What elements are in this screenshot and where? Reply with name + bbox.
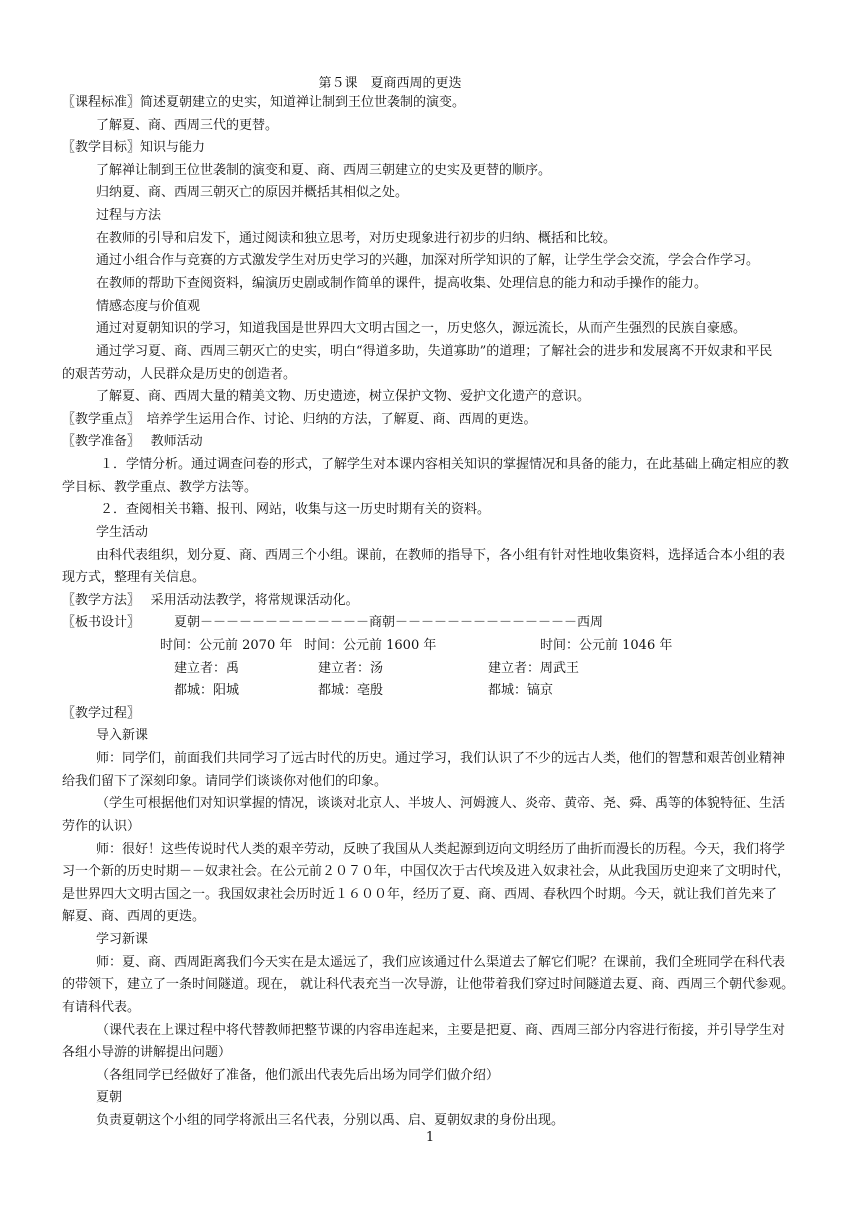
board-capital-zhou: 都城：镐京 (488, 683, 554, 698)
board-time-shang: 时间：公元前 1600 年 (304, 638, 437, 653)
board-capital-xia: 都城：阳城 (174, 683, 240, 698)
text-line: 了解禅让制到王位世袭制的演变和夏、商、西周三朝建立的史实及更替的顺序。 (96, 163, 552, 178)
text-line: 过程与方法 (96, 208, 162, 223)
page-number: 1 (425, 1130, 435, 1145)
text-line: （学生可根据他们对知识掌握的情况，谈谈对北京人、半坡人、河姆渡人、炎帝、黄帝、尧、舜、禹等的体貌特征、生活 (96, 796, 786, 811)
text-line: 〖教学目标〗知识与能力 (62, 140, 206, 155)
text-line: 〖教学过程〗 (62, 706, 141, 721)
text-line: 导入新课 (96, 728, 149, 743)
board-founder-xia: 建立者：禹 (174, 661, 240, 676)
page-title: 第５课 夏商西周的更迭 (318, 76, 462, 91)
text-line: 的带领下，建立了一条时间隧道。现在， 就让科代表充当一次导游，让他带着我们穿过时间隧道去夏、商、西周三个朝代参观。 (62, 977, 795, 992)
text-line: 在教师的帮助下查阅资料，编演历史剧或制作简单的课件，提高收集、处理信息的能力和动手操作的能力。 (96, 276, 708, 291)
text-line: 〖教学重点〗 培养学生运用合作、讨论、归纳的方法，了解夏、商、西周的更迭。 (62, 412, 537, 427)
text-line: 学生活动 (96, 525, 149, 540)
board-dynasty-line: 夏朝－－－－－－－－－－－－－商朝－－－－－－－－－－－－－－西周 (174, 615, 604, 630)
text-line: 师：同学们，前面我们共同学习了远古时代的历史。通过学习，我们认识了不少的远古人类，他们的智慧和艰苦创业精神 (96, 751, 786, 766)
text-line: 有请科代表。 (62, 1000, 141, 1015)
text-line: 情感态度与价值观 (96, 299, 201, 314)
text-line: 学目标、教学重点、教学方法等。 (62, 480, 258, 495)
text-line: 给我们留下了深刻印象。请同学们谈谈你对他们的印象。 (62, 774, 388, 789)
text-line: 习一个新的历史时期－－奴隶社会。在公元前２０７０年，中国仅次于古代埃及进入奴隶社会，从此我国历史迎来了文明时代， (62, 864, 791, 879)
text-line: 的艰苦劳动，人民群众是历史的创造者。 (62, 367, 297, 382)
board-label: 〖板书设计〗 (62, 615, 141, 630)
text-line: 通过小组合作与竞赛的方式激发学生对历史学习的兴趣，加深对所学知识的了解，让学生学会交流，学会合作学习。 (96, 253, 760, 268)
text-line: 〖教学准备〗 教师活动 (62, 434, 203, 449)
text-line: 由科代表组织，划分夏、商、西周三个小组。课前，在教师的指导下，各小组有针对性地收集资料，选择适合本小组的表 (96, 548, 786, 563)
board-founder-zhou: 建立者：周武王 (488, 661, 580, 676)
text-line: 负责夏朝这个小组的同学将派出三名代表，分别以禹、启、夏朝奴隶的身份出现。 (96, 1113, 565, 1128)
board-time-zhou: 时间：公元前 1046 年 (540, 638, 673, 653)
text-line: （课代表在上课过程中将代替教师把整节课的内容串连起来，主要是把夏、商、西周三部分内容进行衔接，并引导学生对 (96, 1023, 786, 1038)
text-line: 通过学习夏、商、西周三朝灭亡的史实，明白“得道多助，失道寡助”的道理；了解社会的进步和发展离不开奴隶和平民 (96, 344, 773, 359)
text-line: 现方式，整理有关信息。 (62, 570, 206, 585)
text-line: ２．查阅相关书籍、报刊、网站，收集与这一历史时期有关的资料。 (100, 502, 491, 517)
board-capital-shang: 都城：亳殷 (318, 683, 384, 698)
text-line: 了解夏、商、西周三代的更替。 (96, 118, 279, 133)
board-founder-shang: 建立者：汤 (318, 661, 384, 676)
board-time-xia: 时间：公元前 2070 年 (160, 638, 293, 653)
text-line: 〖课程标准〗简述夏朝建立的史实，知道禅让制到王位世袭制的演变。 (62, 95, 466, 110)
text-line: 在教师的引导和启发下，通过阅读和独立思考，对历史现象进行初步的归纳、概括和比较。 (96, 231, 617, 246)
text-line: 各组小导游的讲解提出问题） (62, 1045, 232, 1060)
text-line: 师：很好！这些传说时代人类的艰辛劳动，反映了我国从人类起源到迈向文明经历了曲折而漫长的历程。今天，我们将学 (96, 842, 786, 857)
text-line: 〖教学方法〗 采用活动法教学，将常规课活动化。 (62, 593, 359, 608)
text-line: 劳作的认识） (62, 819, 141, 834)
text-line: １．学情分析。通过调查问卷的形式，了解学生对本课内容相关知识的掌握情况和具备的能力，在此基础上确定相应的教 (100, 457, 790, 472)
text-line: 通过对夏朝知识的学习，知道我国是世界四大文明古国之一，历史悠久，源远流长，从而产生强烈的民族自豪感。 (96, 321, 747, 336)
text-line: 是世界四大文明古国之一。我国奴隶社会历时近１６００年，经历了夏、商、西周、春秋四个时期。今天，就让我们首先来了 (62, 887, 778, 902)
text-line: 学习新课 (96, 932, 149, 947)
text-line: （各组同学已经做好了准备，他们派出代表先后出场为同学们做介绍） (96, 1068, 500, 1083)
text-line: 夏朝 (96, 1090, 123, 1105)
text-line: 归纳夏、商、西周三朝灭亡的原因并概括其相似之处。 (96, 185, 409, 200)
text-line: 解夏、商、西周的更迭。 (62, 909, 206, 924)
text-line: 了解夏、商、西周大量的精美文物、历史遗迹，树立保护文物、爱护文化遗产的意识。 (96, 389, 591, 404)
text-line: 师：夏、商、西周距离我们今天实在是太遥远了，我们应该通过什么渠道去了解它们呢？在课前，我们全班同学在科代表 (96, 955, 786, 970)
